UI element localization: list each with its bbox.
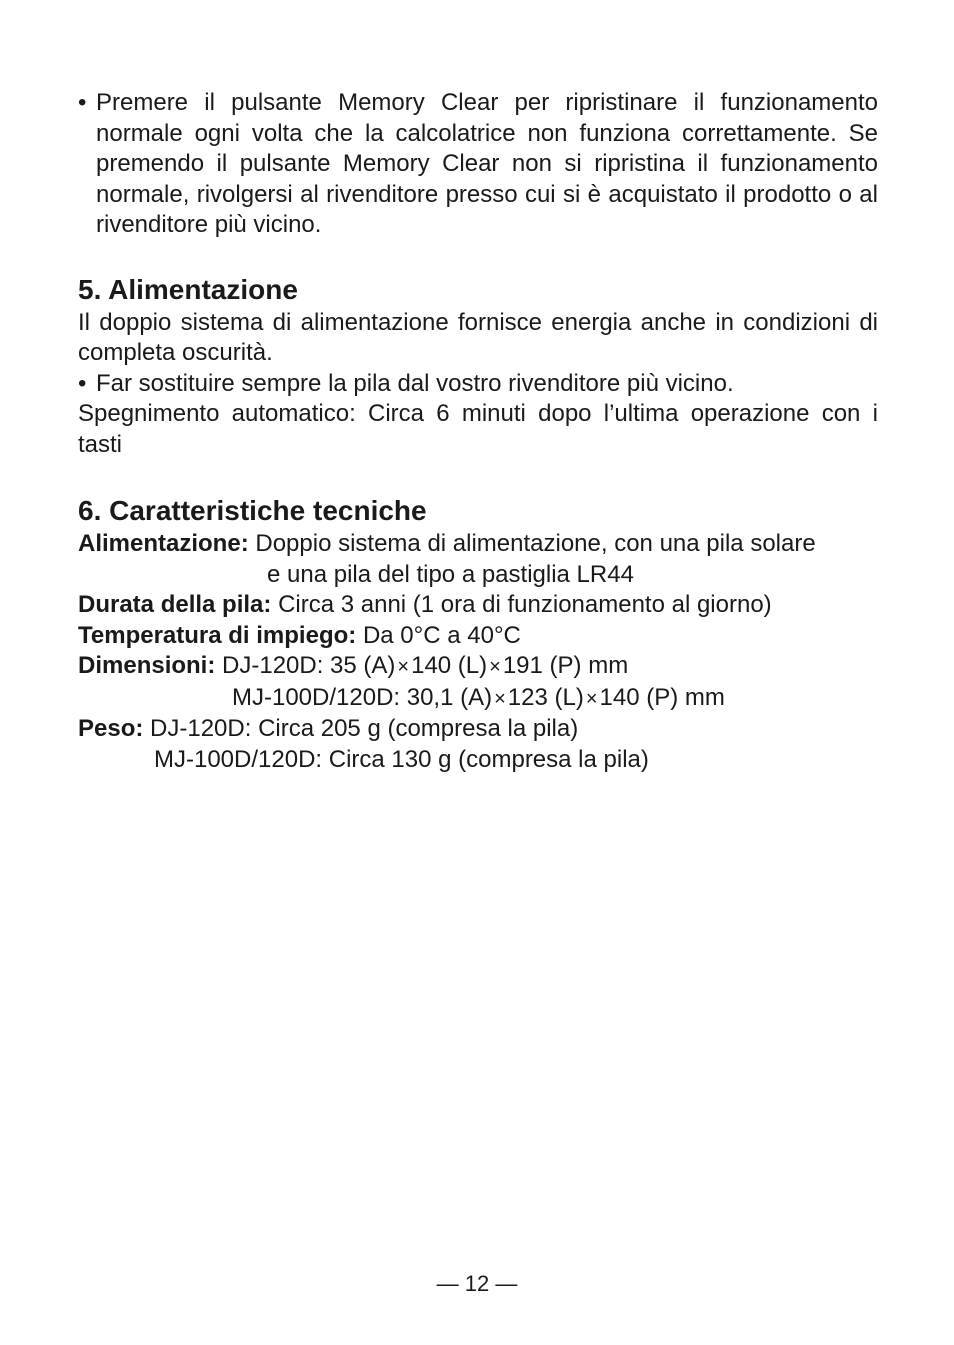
spec-weight-line2: MJ-100D/120D: Circa 130 g (compresa la pila) [154,745,649,773]
dim-line1-mid: 140 (L) [411,652,488,679]
memory-clear-text: Premere il pulsante Memory Clear per ripristinare il funzionamento normale ogni volta che la calcolatrice non funziona correttamente. Se premendo il pulsante Memory Clear non si ripristina il funzionamento normale, rivolgersi al rivenditore presso cui si è acquistato il prodotto o al rivenditore più vicino. [96,89,878,238]
dim-line1-end: 191 (P) mm [502,652,629,679]
spec-weight [78,714,878,745]
spec-temperature-value: Da 0°C a 40°C [362,621,521,649]
spec-dimensions [78,651,878,683]
times-icon: × [397,656,410,678]
page-number: — 12 — [436,1271,518,1296]
power-paragraph: Il doppio sistema di alimentazione fornisce energia anche in condizioni di completa oscurità. [78,308,878,366]
section-5-title: 5. Alimentazione [78,273,298,305]
times-icon: × [489,656,501,678]
manual-page [78,88,878,775]
bullet-icon: • [78,369,87,397]
spec-power [78,529,878,560]
section-power-supply [78,272,878,461]
spec-power-value: Doppio sistema di alimentazione, con una pila solare [255,530,816,557]
spec-temperature-label: Temperatura di impiego: [78,621,357,649]
memory-clear-note [78,88,878,241]
spec-power-continued: e una pila del tipo a pastiglia LR44 [267,560,634,588]
dim-line2-mid: 123 (L) [507,683,584,711]
section-6-title: 6. Caratteristiche tecniche [78,495,427,526]
spec-dimensions-line2 [78,683,878,715]
dim-line1-model: DJ-120D: 35 (A) [222,652,396,679]
spec-battery-label: Durata della pila: [78,591,272,618]
battery-replacement-note [78,369,878,400]
times-icon: × [494,687,506,710]
section-specifications [78,493,878,775]
dim-line2-end: 140 (P) mm [599,683,725,711]
battery-replacement-text: Far sostituire sempre la pila dal vostro rivenditore più vicino. [96,369,734,397]
spec-weight-value: DJ-120D: Circa 205 g (compresa la pila) [150,715,579,742]
spec-battery-life [78,590,878,621]
spec-temperature [78,621,878,652]
spec-power-label: Alimentazione: [78,530,249,557]
spec-battery-value: Circa 3 anni (1 ora di funzionamento al giorno) [278,591,772,618]
bullet-icon: • [78,89,87,116]
spec-weight-label: Peso: [78,715,144,742]
times-icon: × [585,687,598,710]
auto-off-paragraph: Spegnimento automatico: Circa 6 minuti dopo l’ultima operazione con i tasti [78,400,878,458]
spec-dimensions-label: Dimensioni: [78,652,216,679]
dim-line2-model: MJ-100D/120D: 30,1 (A) [232,683,493,711]
